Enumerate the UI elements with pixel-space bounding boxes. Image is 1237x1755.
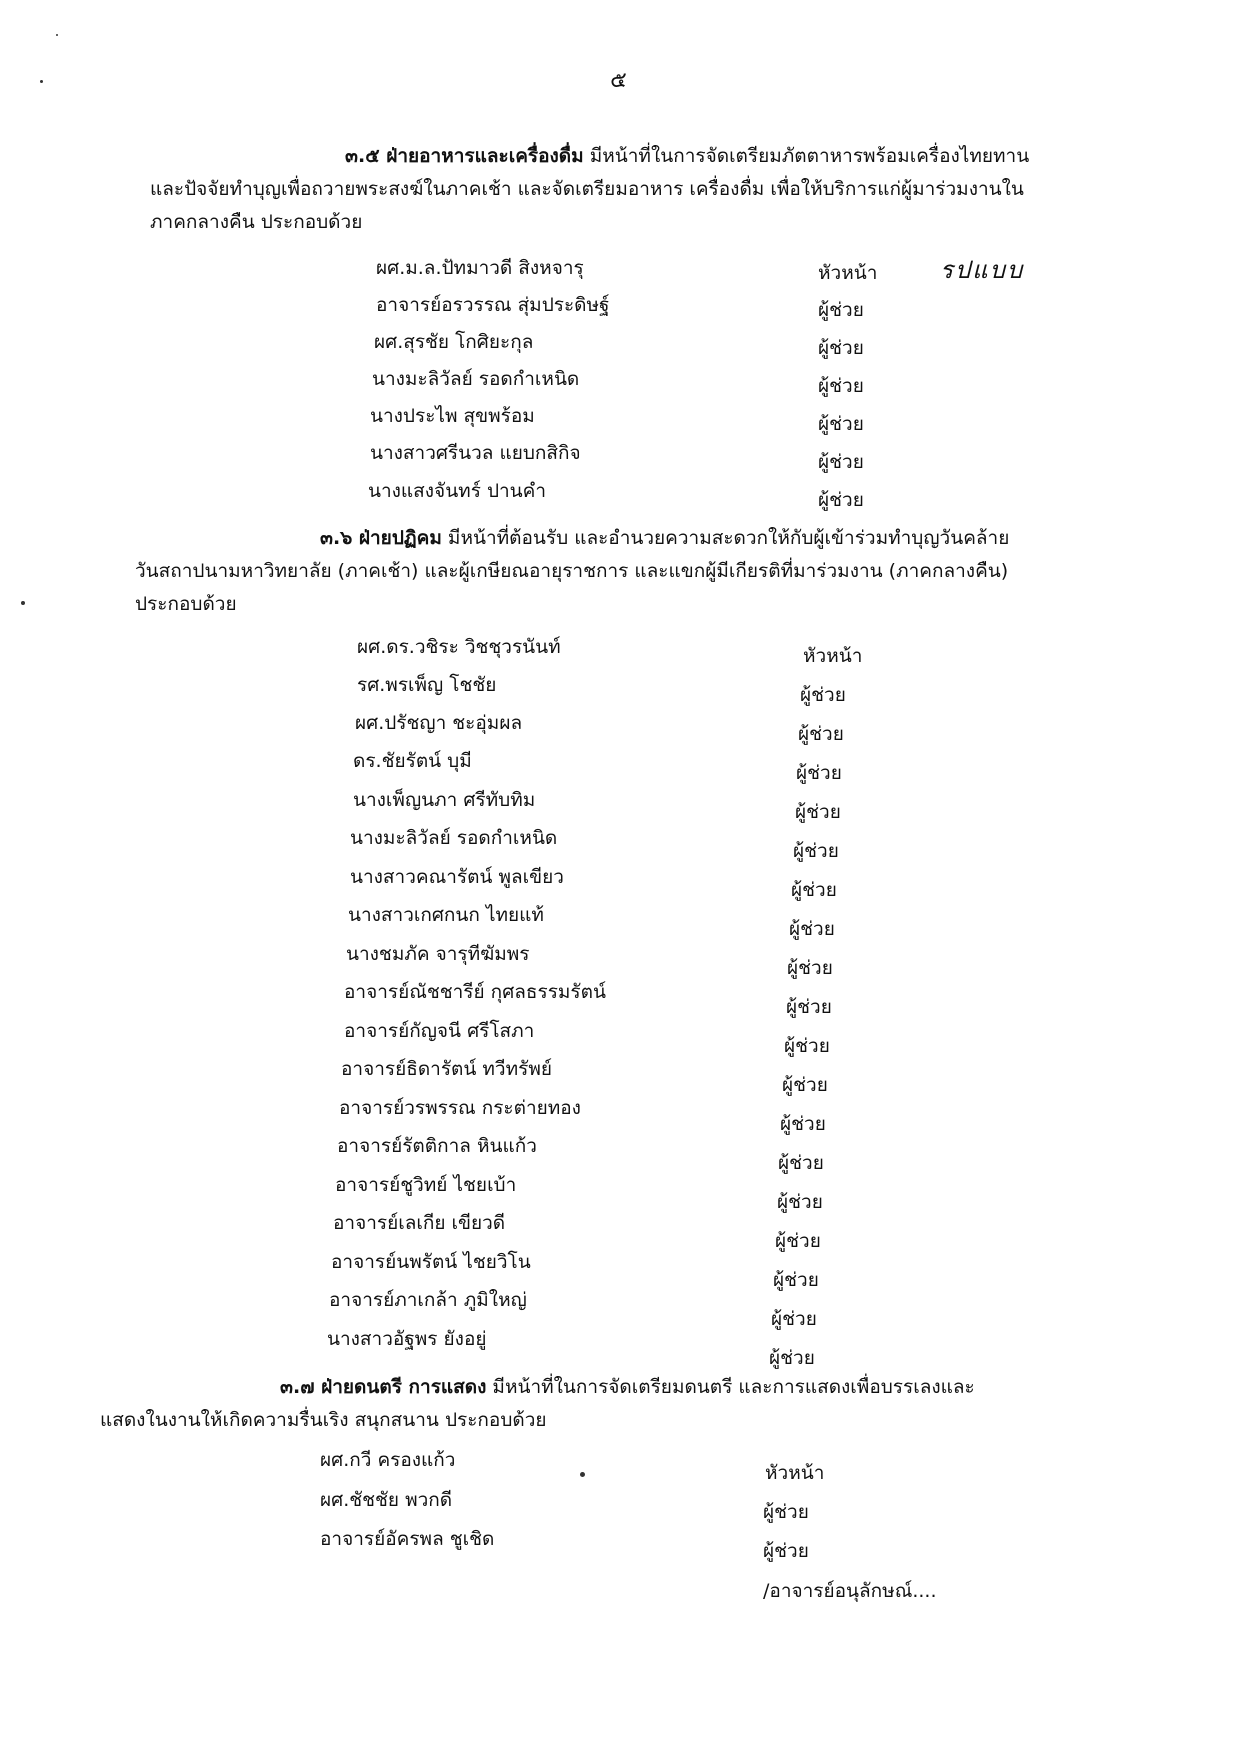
member-role: ผู้ช่วย: [789, 918, 835, 940]
section-3-7-paragraph: [100, 1371, 1150, 1437]
member-role: ผู้ช่วย: [793, 840, 839, 862]
scan-speck: [56, 34, 58, 36]
section-3-5-line-2: และปัจจัยทำบุญเพื่อถวายพระสงฆ์ในภาคเช้า และจัดเตรียมอาหาร เครื่องดื่ม เพื่อให้บริการแก่ผู้มาร่วมงานใน: [150, 178, 1024, 200]
member-role: ผู้ช่วย: [818, 413, 864, 435]
member-name: ผศ.ปรัชญา ชะอุ่มผล: [355, 712, 523, 734]
section-3-6-line-2: วันสถาปนามหาวิทยาลัย (ภาคเช้า) และผู้เกษียณอายุราชการ และแขกผู้มีเกียรติที่มาร่วมงาน (ภาคกลางคืน): [135, 560, 1009, 582]
member-name: นางสาวอัฐพร ยังอยู่: [327, 1328, 487, 1350]
member-name: นางสาวเกศกนก ไทยแท้: [348, 904, 544, 926]
member-role: ผู้ช่วย: [798, 723, 844, 745]
member-role: ผู้ช่วย: [791, 879, 837, 901]
section-3-7-heading: ๓.๗ ฝ่ายดนตรี การแสดง: [280, 1376, 487, 1398]
member-name: อาจารย์นพรัตน์ ไชยวิโน: [331, 1251, 531, 1273]
section-3-6-line-3: ประกอบด้วย: [135, 593, 237, 615]
section-3-7-line-1: มีหน้าที่ในการจัดเตรียมดนตรี และการแสดงเพื่อบรรเลงและ: [492, 1376, 975, 1398]
section-3-5-line-3: ภาคกลางคืน ประกอบด้วย: [150, 211, 363, 233]
member-role: หัวหน้า: [765, 1462, 825, 1484]
member-role: ผู้ช่วย: [818, 337, 864, 359]
continuation-text: /อาจารย์อนุลักษณ์....: [763, 1580, 937, 1602]
member-name: รศ.พรเพ็ญ โชชัย: [357, 674, 497, 696]
member-name: ผศ.ดร.วชิระ วิชชุวรนันท์: [357, 636, 561, 658]
member-role: ผู้ช่วย: [795, 801, 841, 823]
member-role: ผู้ช่วย: [777, 1191, 823, 1213]
member-name: อาจารย์ชูวิทย์ ไชยเบ้า: [335, 1174, 517, 1196]
scan-speck: [580, 1472, 585, 1477]
member-name: นางแสงจันทร์ ปานคำ: [368, 480, 547, 502]
member-role: ผู้ช่วย: [800, 684, 846, 706]
member-role: ผู้ช่วย: [818, 451, 864, 473]
member-role: หัวหน้า: [803, 645, 863, 667]
member-role: ผู้ช่วย: [796, 762, 842, 784]
member-name: ผศ.ชัชชัย พวกดี: [320, 1489, 453, 1511]
member-name: อาจารย์ธิดารัตน์ ทวีทรัพย์: [341, 1058, 552, 1080]
member-name: อาจารย์ณัชชารีย์ กุศลธรรมรัตน์: [344, 981, 606, 1003]
page-number: ๕: [610, 68, 627, 93]
member-role: ผู้ช่วย: [787, 957, 833, 979]
member-name: นางมะลิวัลย์ รอดกำเหนิด: [372, 368, 580, 390]
member-name: นางชมภัค จารุทีฆัมพร: [346, 943, 530, 965]
member-name: นางเพ็ญนภา ศรีทับทิม: [353, 789, 536, 811]
member-role: ผู้ช่วย: [769, 1347, 815, 1369]
scan-speck: [40, 80, 43, 83]
member-name: ผศ.สุรชัย โกศิยะกุล: [374, 331, 534, 353]
member-name: นางสาวคณารัตน์ พูลเขียว: [350, 866, 564, 888]
member-name: อาจารย์อรวรรณ สุ่มประดิษฐ์: [376, 294, 610, 316]
member-role: ผู้ช่วย: [771, 1308, 817, 1330]
section-3-5-paragraph: [150, 140, 1170, 239]
member-name: อาจารย์วรพรรณ กระต่ายทอง: [339, 1097, 581, 1119]
member-name: อาจารย์ภาเกล้า ภูมิใหญ่: [329, 1289, 527, 1311]
section-3-6-line-1: มีหน้าที่ต้อนรับ และอำนวยความสะดวกให้กับผู้เข้าร่วมทำบุญวันคล้าย: [447, 527, 1010, 549]
member-name: อาจารย์เลเกีย เขียวดี: [333, 1212, 506, 1234]
section-3-6-paragraph: [135, 522, 1170, 621]
scan-speck: [21, 601, 25, 605]
member-role: ผู้ช่วย: [818, 299, 864, 321]
member-role: ผู้ช่วย: [782, 1074, 828, 1096]
member-role: หัวหน้า: [818, 262, 878, 284]
member-name: นางมะลิวัลย์ รอดกำเหนิด: [350, 827, 558, 849]
member-role: ผู้ช่วย: [763, 1501, 809, 1523]
member-role: ผู้ช่วย: [780, 1113, 826, 1135]
section-3-5-line-1: มีหน้าที่ในการจัดเตรียมภัตตาหารพร้อมเครื่องไทยทาน: [589, 145, 1030, 167]
member-name: อาจารย์อัครพล ชูเชิด: [320, 1528, 495, 1550]
member-role: ผู้ช่วย: [818, 375, 864, 397]
member-role: ผู้ช่วย: [818, 489, 864, 511]
member-name: นางสาวศรีนวล แยบกสิกิจ: [370, 442, 581, 464]
member-name: ดร.ชัยรัตน์ บุมี: [353, 750, 472, 772]
member-role: ผู้ช่วย: [778, 1152, 824, 1174]
member-name: ผศ.กวี ครองแก้ว: [320, 1449, 456, 1471]
member-role: ผู้ช่วย: [786, 996, 832, 1018]
section-3-5-heading: ๓.๕ ฝ่ายอาหารและเครื่องดื่ม: [345, 145, 584, 167]
member-role: ผู้ช่วย: [763, 1540, 809, 1562]
member-role: ผู้ช่วย: [775, 1230, 821, 1252]
member-name: อาจารย์รัตติกาล หินแก้ว: [337, 1135, 537, 1157]
section-3-6-heading: ๓.๖ ฝ่ายปฏิคม: [320, 527, 442, 549]
member-role: ผู้ช่วย: [784, 1035, 830, 1057]
member-name: ผศ.ม.ล.ปัทมาวดี สิงหจารุ: [376, 257, 584, 279]
handwritten-signature: รปแบบ: [940, 256, 1025, 284]
section-3-7-line-2: แสดงในงานให้เกิดความรื่นเริง สนุกสนาน ประกอบด้วย: [100, 1409, 547, 1431]
member-name: อาจารย์กัญจนี ศรีโสภา: [344, 1020, 535, 1042]
member-role: ผู้ช่วย: [773, 1269, 819, 1291]
member-name: นางประไพ สุขพร้อม: [370, 405, 535, 427]
